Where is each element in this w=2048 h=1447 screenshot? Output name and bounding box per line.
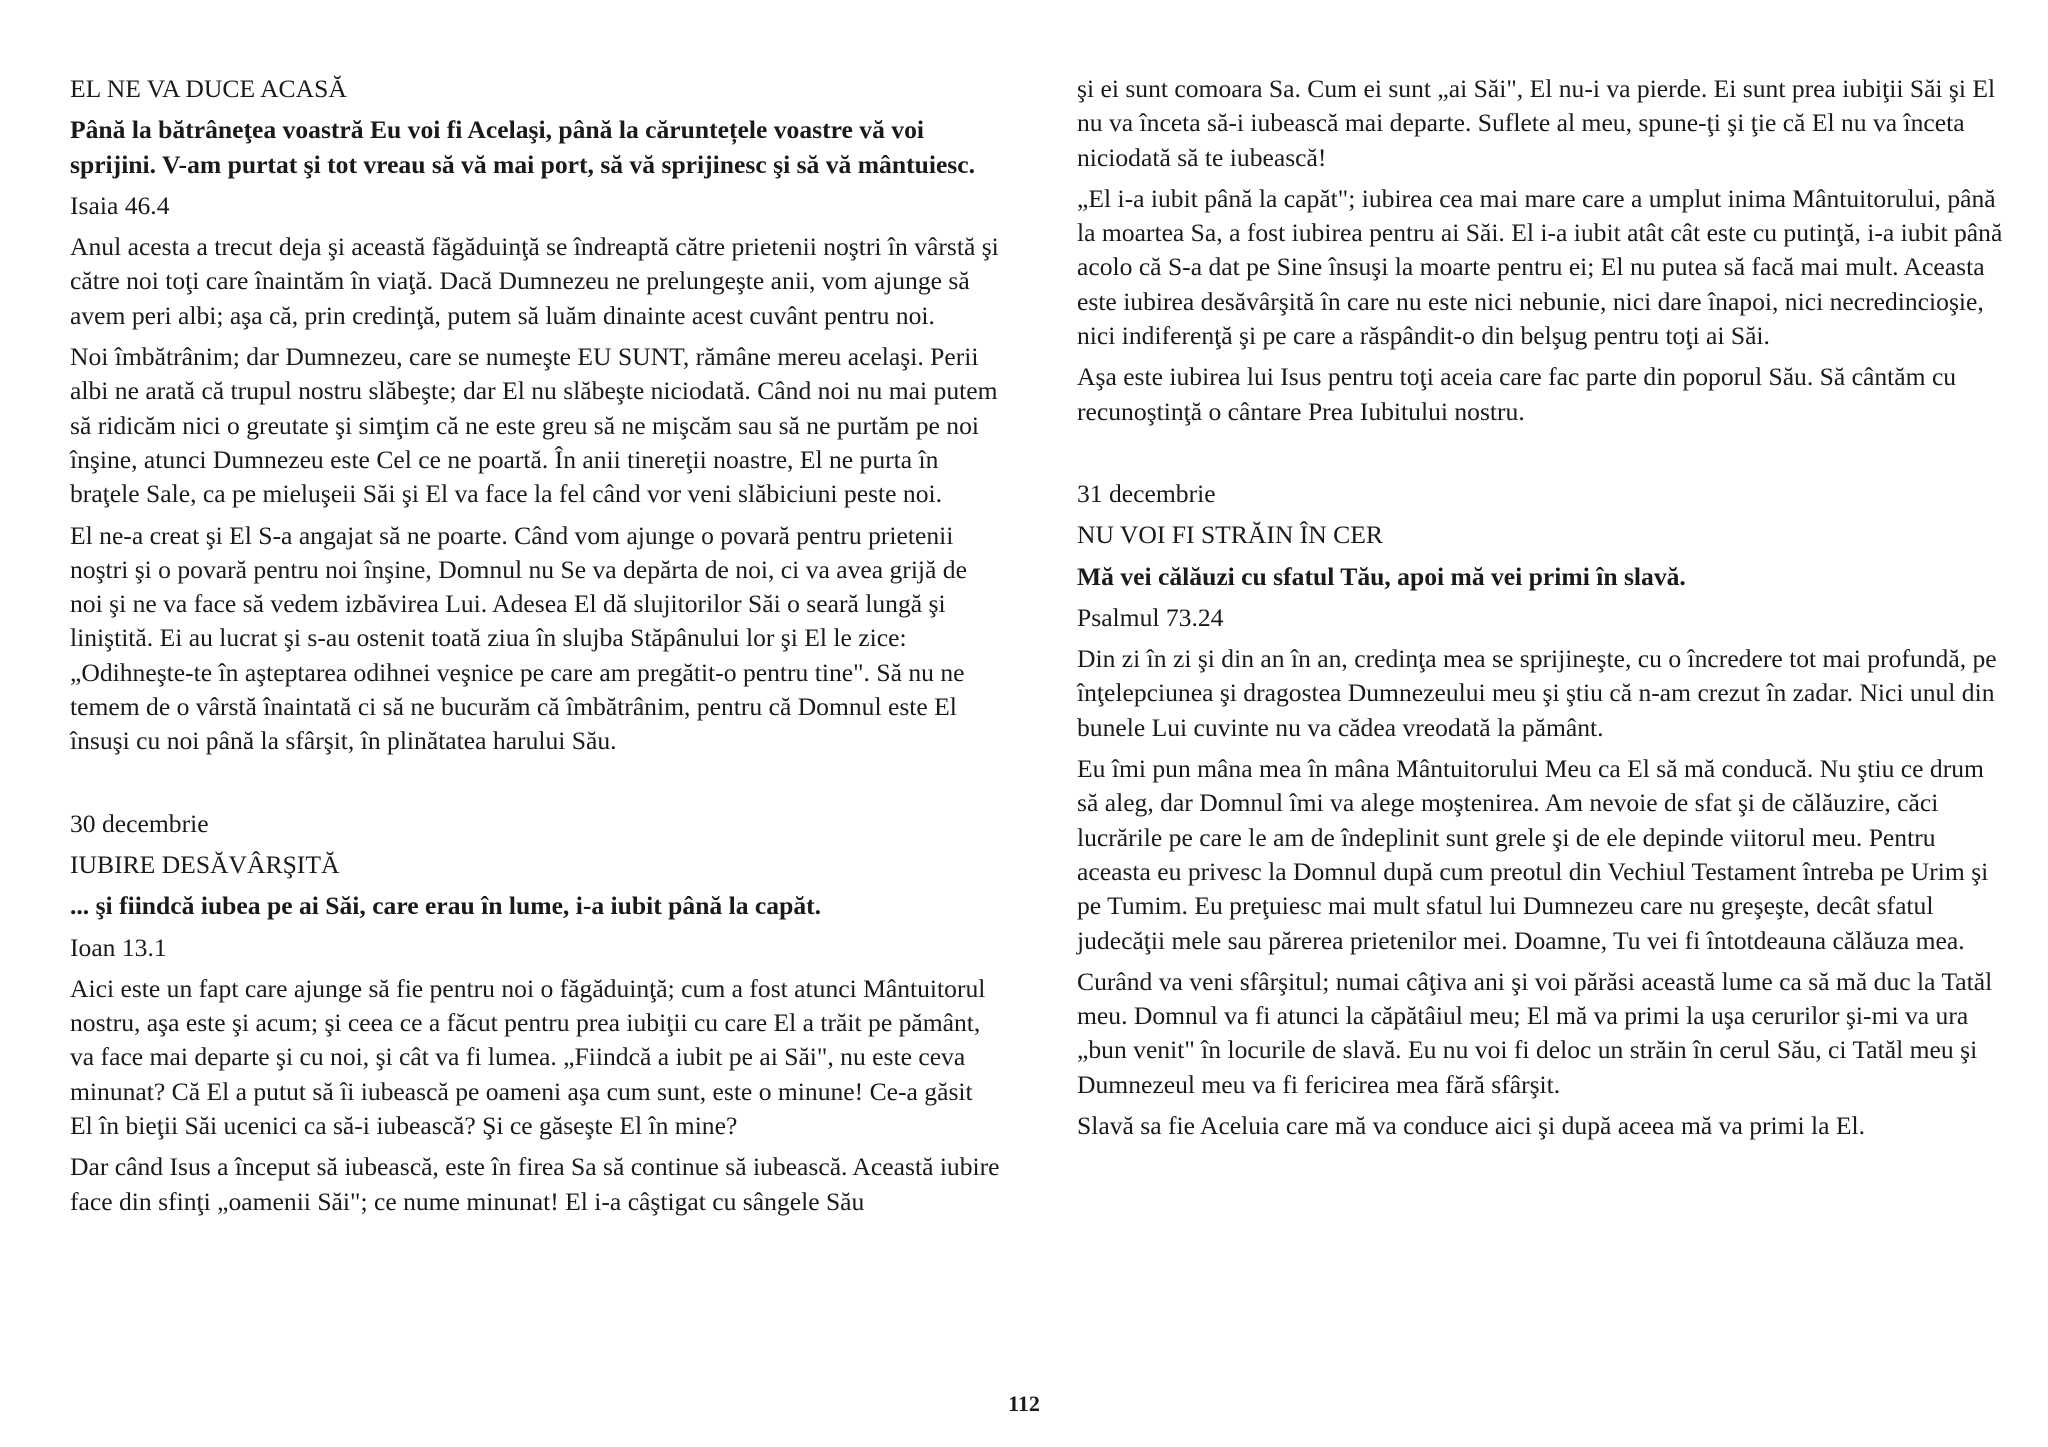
right-column — [1077, 72, 2007, 1150]
bible-verse: Până la bătrâneţea voastră Eu voi fi Acelaşi, până la căruntețele voastre vă voi sprijini. V-am purtat şi tot vreau să vă mai port, să vă sprijinesc şi să vă mântuiesc. — [70, 115, 976, 179]
page-number: 112 — [1008, 1391, 1040, 1416]
section-title: IUBIRE DESĂVÂRŞITĂ — [70, 849, 340, 879]
paragraph: Noi îmbătrânim; dar Dumnezeu, care se numeşte EU SUNT, rămâne mereu acelaşi. Perii albi ne arată că trupul nostru slăbeşte; dar El nu slăbeşte niciodată. Când noi nu mai putem să ridicăm nici o greutate şi simţim că ne este greu să ne mişcăm sau să ne purtăm pe noi înşine, atunci Dumnezeu este Cel ce ne poartă. În anii tinereţii noastre, El ne purta în braţele Sale, ca pe mieluşeii Săi şi El va face la fel când vor veni slăbiciuni peste noi. — [70, 342, 998, 509]
section-title: EL NE VA DUCE ACASĂ — [70, 74, 347, 103]
section-date: 31 decembrie — [1077, 478, 1216, 508]
verse-reference: Ioan 13.1 — [70, 932, 167, 962]
paragraph: Anul acesta a trecut deja şi această făgăduinţă se îndreaptă către prietenii noştri în vârstă şi către noi toţi care înaintăm în viaţă. Dacă Dumnezeu ne prelungeşte anii, vom ajunge să avem peri albi; aşa că, prin credinţă, putem să luăm dinainte acest cuvânt pentru noi. — [70, 232, 999, 330]
verse-reference: Psalmul 73.24 — [1077, 602, 1224, 632]
paragraph: Eu îmi pun mâna mea în mâna Mântuitorului Meu ca El să mă conducă. Nu ştiu ce drum să aleg, dar Domnul îmi va alege moştenirea. Am nevoie de sfat şi de călăuzire, căci lucrările pe care le am de îndeplinit sunt grele şi de ele depinde viitorul meu. Pentru aceasta eu privesc la Domnul după cum preotul din Vechiul Testament întreba pe Urim şi pe Tumim. Eu preţuiesc mai mult sfatul lui Dumnezeu care nu greşeşte, decât sfatul judecăţii mele sau părerea prietenilor mei. Doamne, Tu vei fi întotdeauna călăuza mea. — [1077, 754, 1989, 955]
paragraph: şi ei sunt comoara Sa. Cum ei sunt „ai Săi", El nu-i va pierde. Ei sunt prea iubiţii Săi şi El nu va înceta să-i iubească mai departe. Suflete al meu, spune-ţi şi ţie că El nu va înceta niciodată să te iubească! — [1077, 74, 1996, 172]
paragraph: El ne-a creat şi El S-a angajat să ne poarte. Când vom ajunge o povară pentru prietenii noştri şi o povară pentru noi înşine, Domnul nu Se va depărta de noi, ci va avea grijă de noi şi ne va face să vedem izbăvirea Lui. Adesea El dă slujitorilor Săi o seară lungă şi liniştită. Ei au lucrat şi s-au ostenit toată ziua în slujba Stăpânului lor şi El le zice: „Odihneşte-te în aşteptarea odihnei veşnice pe care am pregătit-o pentru tine". Să nu ne temem de o vârstă înaintată ci să ne bucurăm că îmbătrânim, pentru că Domnul este El însuşi cu noi până la sfârşit, în plinătatea harului Său. — [70, 520, 967, 756]
section-date: 30 decembrie — [70, 808, 209, 838]
paragraph: Dar când Isus a început să iubească, este în firea Sa să continue să iubească. Această iubire face din sfinţi „oamenii Săi"; ce nume minunat! El i-a câştigat cu sângele Său — [70, 1152, 1000, 1216]
paragraph: Aici este un fapt care ajunge să fie pentru noi o făgăduinţă; cum a fost atunci Mântuitorul nostru, aşa este şi acum; şi ceea ce a făcut pentru prea iubiţii cu care El a trăit pe pământ, va face mai departe şi cu noi, şi cât va fi lumea. „Fiindcă a iubit pe ai Săi", nu este ceva minunat? Că El a putut să îi iubească pe oameni aşa cum sunt, este o minune! Ce-a găsit El în bieţii Săi ucenici ca să-i iubească? Şi ce găseşte El în mine? — [70, 973, 986, 1141]
bible-verse: Mă vei călăuzi cu sfatul Tău, apoi mă vei primi în slavă. — [1077, 561, 1686, 591]
left-column — [70, 72, 1000, 1226]
paragraph: „El i-a iubit până la capăt"; iubirea cea mai mare care a umplut inima Mântuitorului, până la moartea Sa, a fost iubirea pentru ai Săi. El i-a iubit atât cât este cu putinţă, i-a iubit până acolo că S-a dat pe Sine însuşi la moarte pentru ei; El nu putea să facă mai mult. Aceasta este iubirea desăvârşită în care nu este nici nebunie, nici dare înapoi, nici necredincioşie, nici indiferenţă şi pe care a răspândit-o din belşug pentru toţi ai Săi. — [1077, 183, 2003, 351]
section-title: NU VOI FI STRĂIN ÎN CER — [1077, 520, 1383, 550]
paragraph: Aşa este iubirea lui Isus pentru toţi aceia care fac parte din poporul Său. Să cântăm cu recunoştinţă o cântare Prea Iubitului nostru. — [1077, 362, 1957, 426]
section-gap — [70, 766, 1000, 807]
paragraph: Curând va veni sfârşitul; numai câţiva ani şi voi părăsi această lume ca să mă duc la Tatăl meu. Domnul va fi atunci la căpătâiul meu; El mă va primi la uşa cerurilor şi-mi va ura „bun venit" în locurile de slavă. Eu nu voi fi deloc un străin în cerul Său, ci Tatăl meu şi Dumnezeul meu va fi fericirea mea fără sfârşit. — [1077, 966, 1993, 1099]
paragraph: Slavă sa fie Aceluia care mă va conduce aici şi după aceea mă va primi la El. — [1077, 1111, 1866, 1141]
paragraph: Din zi în zi şi din an în an, credinţa mea se sprijineşte, cu o încredere tot mai profundă, pe înţelepciunea şi dragostea Dumnezeului meu şi ştiu că n-am crezut în zadar. Nici unul din bunele Lui cuvinte nu va cădea vreodată la pământ. — [1077, 644, 1997, 742]
section-gap — [1077, 436, 2007, 477]
bible-verse: ... şi fiindcă iubea pe ai Săi, care erau în lume, i-a iubit până la capăt. — [70, 891, 822, 921]
verse-reference: Isaia 46.4 — [70, 190, 170, 220]
